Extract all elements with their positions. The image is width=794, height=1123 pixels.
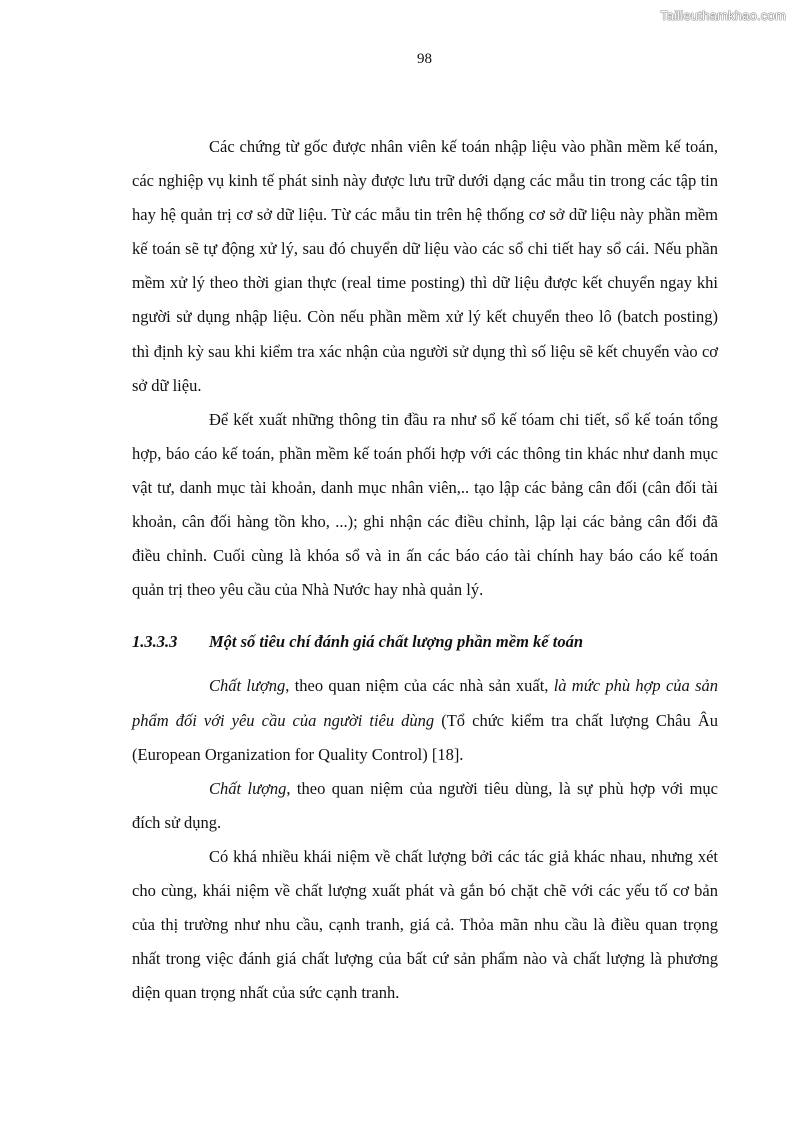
paragraph-3-mid: , theo quan niệm của các nhà sản xuất, — [285, 676, 554, 696]
document-body — [132, 130, 718, 1010]
paragraph-4-rest: , theo quan niệm của người tiêu dùng, là sự phù hợp với mục đích sử dụng. — [132, 778, 718, 832]
section-number: 1.3.3.3 — [132, 632, 178, 652]
paragraph-1: Các chứng từ gốc được nhân viên kế toán nhập liệu vào phần mềm kế toán, các nghiệp vụ kinh tế phát sinh này được lưu trữ dưới dạng các mẫu tin trong các tập tin hay hệ quản trị cơ sở dữ liệu. Từ các mẫu tin trên hệ thống cơ sở dữ liệu này phần mềm kế toán sẽ tự động xử lý, sau đó chuyển dữ liệu vào các sổ chi tiết hay sổ cái. Nếu phần mềm xử lý theo thời gian thực (real time posting) thì dữ liệu được kết chuyển ngay khi người sử dụng nhập liệu. Còn nếu phần mềm xử lý kết chuyển theo lô (batch posting) thì định kỳ sau khi kiểm tra xác nhận của người sử dụng thì số liệu sẽ kết chuyển vào cơ sở dữ liệu. — [132, 137, 718, 395]
paragraph-5: Có khá nhiều khái niệm về chất lượng bởi các tác giả khác nhau, nhưng xét cho cùng, khái niệm về chất lượng xuất phát và gắn bó chặt chẽ với các yếu tố cơ bản của thị trường như nhu cầu, cạnh tranh, giá cả. Thỏa mãn nhu cầu là điều quan trọng nhất trong việc đánh giá chất lượng của bất cứ sản phẩm nào và chất lượng là phương diện quan trọng nhất của sức cạnh tranh. — [132, 846, 718, 1003]
definition-italic: là mức phù hợp của sản phẩm đối với yêu cầu của người tiêu dùng — [132, 676, 718, 730]
page-number: 98 — [417, 51, 432, 67]
paragraph-4 — [132, 772, 718, 840]
term-chat-luong-2: Chất lượng — [209, 778, 287, 798]
term-chat-luong: Chất lượng — [209, 676, 286, 696]
paragraph-2: Để kết xuất những thông tin đầu ra như sổ kế tóam chi tiết, sổ kế toán tổng hợp, báo cáo kế toán, phần mềm kế toán phối hợp với các thông tin khác như danh mục vật tư, danh mục tài khoản, danh mục nhân viên,.. tạo lập các bảng cân đối (cân đối tài khoản, cân đối hàng tồn kho, ...); ghi nhận các điều chỉnh, lập lại các bảng cân đối đã điều chỉnh. Cuối cùng là khóa sổ và in ấn các báo cáo tài chính hay báo cáo kế toán quản trị theo yêu cầu của Nhà Nước hay nhà quản lý. — [132, 409, 718, 600]
paragraph-3 — [132, 669, 718, 771]
section-heading — [132, 625, 718, 659]
section-title: Một số tiêu chí đánh giá chất lượng phần mềm kế toán — [209, 632, 584, 652]
paragraph-3-end: (Tổ chức kiểm tra chất lượng Châu Âu (European Organization for Quality Control) [18]. — [132, 710, 718, 764]
watermark: Tailieuthamkhao.com — [660, 8, 786, 23]
